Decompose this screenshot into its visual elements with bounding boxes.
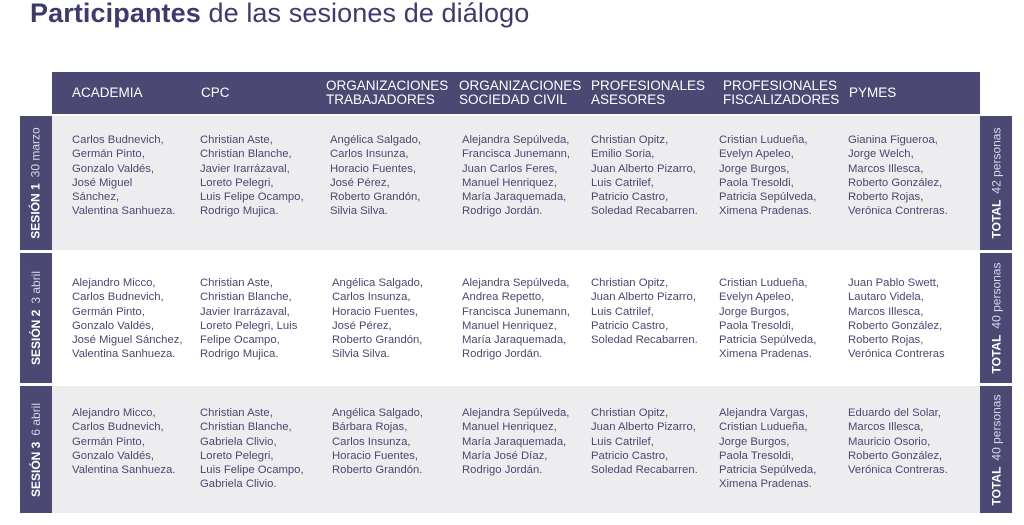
title-bold: Participantes bbox=[30, 0, 201, 28]
session-3-org-sociedad-civil: Alejandra Sepúlveda, Manuel Henriquez, María Jaraquemada, María José Díaz, Rodrigo Jordán. bbox=[462, 407, 570, 477]
session-3-org-trabajadores: Angélica Salgado, Bárbara Rojas, Carlos Insunza, Horacio Fuentes, Roberto Grandón. bbox=[332, 407, 424, 477]
session-1-label: SESIÓN 130 marzo bbox=[20, 116, 52, 250]
column-header-org-trabajadores: ORGANIZACIONES TRABAJADORES bbox=[326, 78, 449, 107]
session-3-academia: Alejandro Micco, Carlos Budnevich, Germán Pinto, Gonzalo Valdés, Valentina Sanhueza. bbox=[72, 407, 176, 477]
session-1-org-trabajadores: Angélica Salgado, Carlos Insunza, Horacio Fuentes, José Pérez, Roberto Grandón, Silvia Silva. bbox=[330, 134, 422, 218]
session-2-total: TOTAL40 personas bbox=[980, 253, 1012, 383]
column-header-prof-asesores: PROFESIONALES ASESORES bbox=[591, 78, 706, 107]
column-header-cpc: CPC bbox=[201, 85, 230, 100]
column-header-academia: ACADEMIA bbox=[72, 85, 143, 100]
session-1-row bbox=[52, 116, 980, 250]
session-1-cpc: Christian Aste, Christian Blanche, Javier Irarrázaval, Loreto Pelegri, Luis Felipe Ocampo, Rodrigo Mujica. bbox=[200, 134, 304, 218]
session-2-academia: Alejandro Micco, Carlos Budnevich, Germán Pinto, Gonzalo Valdés, José Miguel Sánchez, Valentina Sanhueza. bbox=[72, 277, 183, 361]
session-3-cpc: Christian Aste, Christian Blanche, Gabriela Clivio, Loreto Pelegri, Luis Felipe Ocampo, Gabriela Clivio. bbox=[200, 407, 304, 491]
column-header-org-sociedad-civil: ORGANIZACIONES SOCIEDAD CIVIL bbox=[459, 78, 582, 107]
session-2-label: SESIÓN 23 abril bbox=[20, 253, 52, 383]
session-3-row bbox=[52, 386, 980, 513]
session-1-total: TOTAL42 personas bbox=[980, 116, 1012, 250]
session-2-org-trabajadores: Angélica Salgado, Carlos Insunza, Horacio Fuentes, José Pérez, Roberto Grandón, Silvia Silva. bbox=[332, 277, 424, 361]
session-1-academia: Carlos Budnevich, Germán Pinto, Gonzalo Valdés, José Miguel Sánchez, Valentina Sanhueza. bbox=[72, 134, 176, 218]
session-3-label: SESIÓN 36 abril bbox=[20, 386, 52, 513]
page-title bbox=[30, 0, 529, 29]
session-2-pymes: Juan Pablo Swett, Lautaro Videla, Marcos Illesca, Roberto González, Roberto Rojas, Verónica Contreras bbox=[848, 277, 945, 361]
session-2-prof-fiscalizadores: Cristian Ludueña, Evelyn Apeleo, Jorge Burgos, Paola Tresoldi, Patricia Sepúlveda, Ximena Pradenas. bbox=[719, 277, 817, 361]
session-2-cpc: Christian Aste, Christian Blanche, Javier Irarrázaval, Loreto Pelegri, Luis Felipe Ocampo, Rodrigo Mujica. bbox=[200, 277, 298, 361]
session-3-prof-fiscalizadores: Alejandra Vargas, Cristian Ludueña, Jorge Burgos, Paola Tresoldi, Patricia Sepúlveda, Ximena Pradenas. bbox=[719, 407, 817, 491]
session-2-org-sociedad-civil: Alejandra Sepúlveda, Andrea Repetto, Francisca Junemann, Manuel Henriquez, María Jaraquemada, Rodrigo Jordán. bbox=[462, 277, 570, 361]
session-3-pymes: Eduardo del Solar, Marcos Illesca, Mauricio Osorio, Roberto González, Verónica Contreras. bbox=[848, 407, 948, 477]
session-1-prof-asesores: Christian Opitz, Emilio Soria, Juan Alberto Pizarro, Luis Catrilef, Patricio Castro, Soledad Recabarren. bbox=[591, 134, 698, 218]
column-header-prof-fiscalizadores: PROFESIONALES FISCALIZADORES bbox=[723, 78, 840, 107]
column-header-bar bbox=[52, 72, 980, 114]
column-header-pymes: PYMES bbox=[849, 85, 897, 100]
session-2-prof-asesores: Christian Opitz, Juan Alberto Pizarro, Luis Catrilef, Patricio Castro, Soledad Recabarren. bbox=[591, 277, 698, 347]
session-1-org-sociedad-civil: Alejandra Sepúlveda, Francisca Junemann, Juan Carlos Feres, Manuel Henriquez, María Jaraquemada, Rodrigo Jordán. bbox=[462, 134, 570, 218]
session-3-prof-asesores: Christian Opitz, Juan Alberto Pizarro, Luis Catrilef, Patricio Castro, Soledad Recabarren. bbox=[591, 407, 698, 477]
session-2-row bbox=[52, 253, 980, 383]
session-1-prof-fiscalizadores: Cristian Ludueña, Evelyn Apeleo, Jorge Burgos, Paola Tresoldi, Patricia Sepúlveda, Ximena Pradenas. bbox=[719, 134, 817, 218]
title-rest: de las sesiones de diálogo bbox=[208, 0, 530, 28]
session-3-total: TOTAL40 personas bbox=[980, 386, 1012, 513]
session-1-pymes: Gianina Figueroa, Jorge Welch, Marcos Illesca, Roberto González, Roberto Rojas, Verónica Contreras. bbox=[848, 134, 948, 218]
